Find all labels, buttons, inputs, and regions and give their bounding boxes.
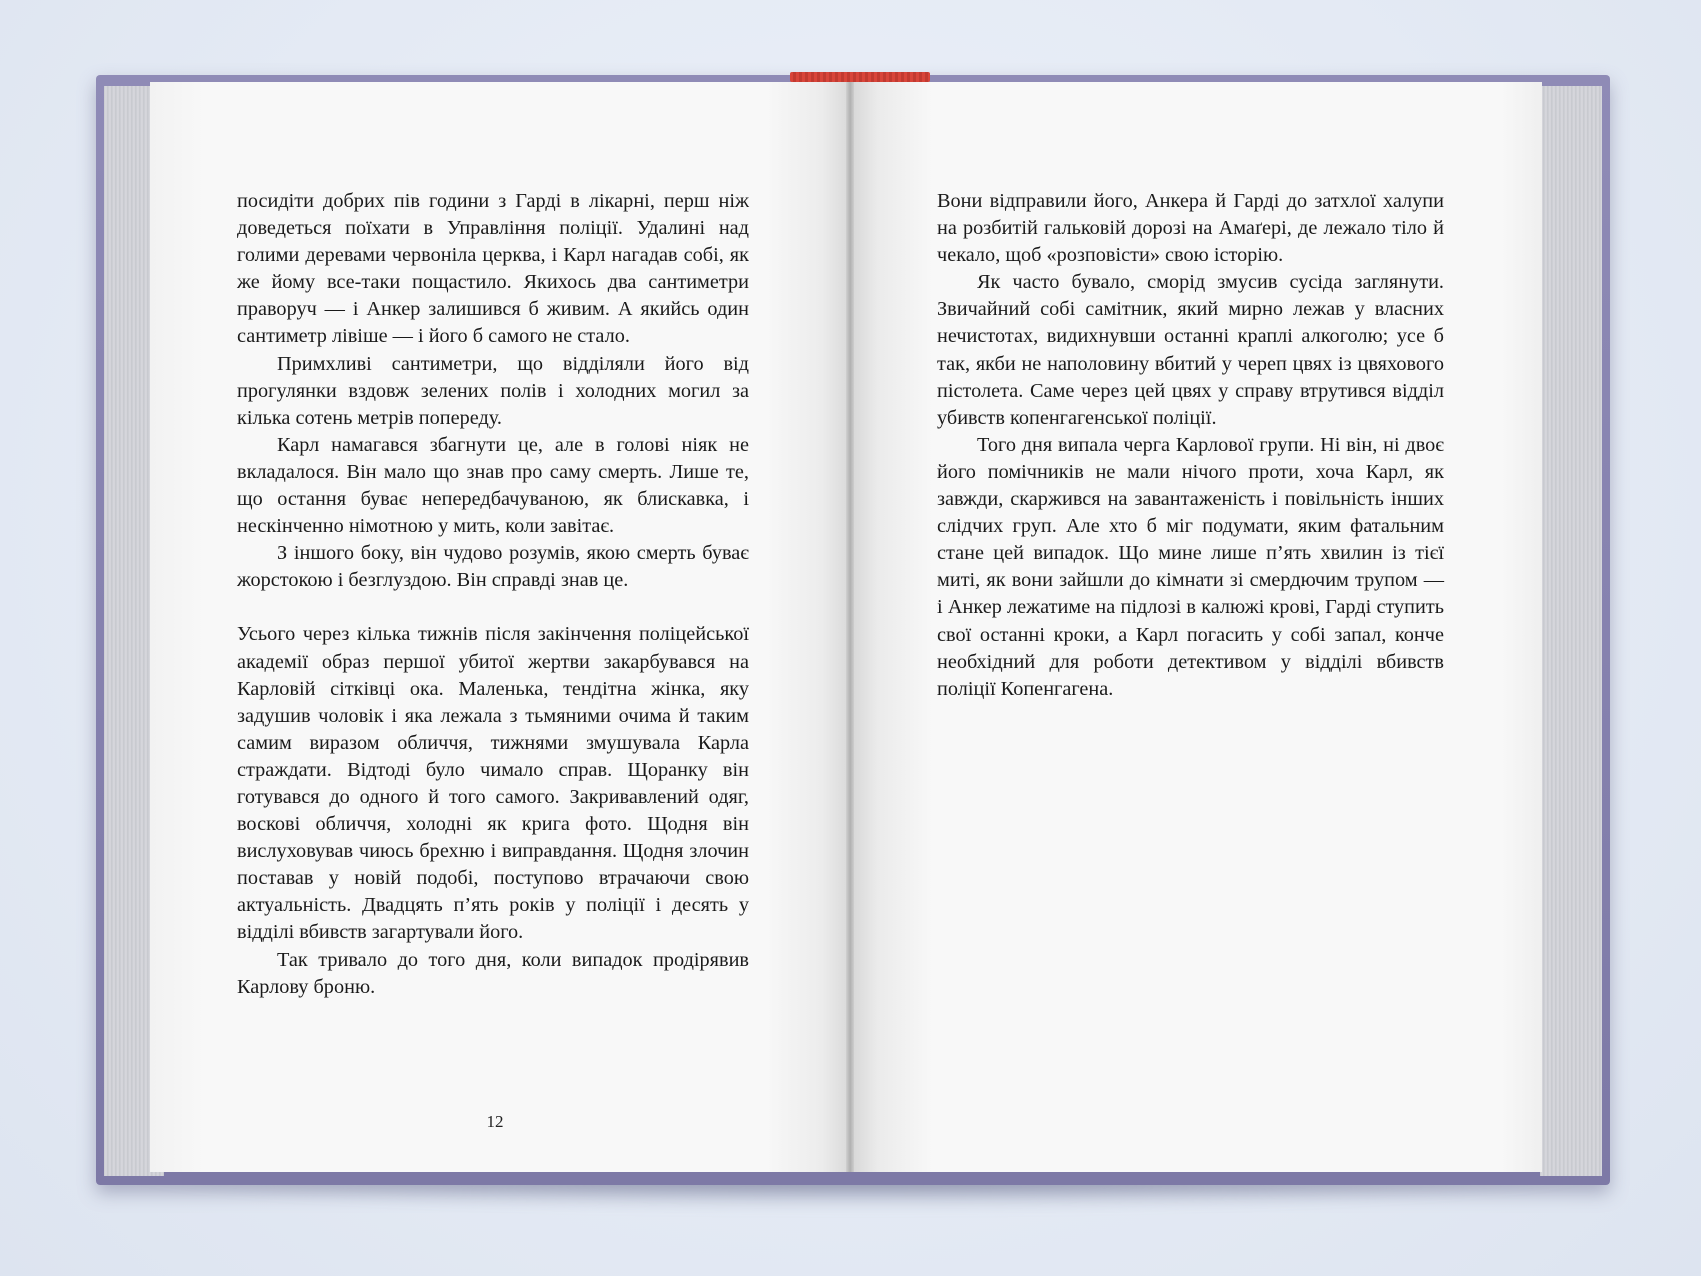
paragraph: З іншого боку, він чудово розумів, якою смерть буває жорстокою і безглуздою. Він справді знав це. (237, 542, 749, 592)
paragraph: Карл намагався збагнути це, але в голові ніяк не вкладалося. Він мало що знав про саму смерть. Лише те, що остання буває непередбачуваною, як блискавка, і нескінченно німотною у мить, коли завітає. (237, 433, 749, 538)
paragraph: Вони відправили його, Анкера й Гарді до затхлої халупи на розбитій гальковій дорозі на Амаґері, де лежало тіло й чекало, щоб «розповісти» свою історію. (937, 190, 1444, 267)
book-gutter (846, 82, 854, 1172)
right-page-edges (1540, 86, 1602, 1176)
paragraph: Так тривало до того дня, коли випадок продірявив Карлову броню. (237, 948, 749, 998)
paragraph: Як часто бувало, сморід змусив сусіда заглянути. Звичайний собі самітник, який мирно лежав у власних нечистотах, видихнувши останні краплі алкоголю; усе б так, якби не наполовину вбитий у череп цвях із цвяхового пістолета. Саме через цей цвях у справу втрутився відділ убивств копенгагенської поліції. (937, 271, 1444, 429)
paragraph: Того дня випала черга Карлової групи. Ні він, ні двоє його помічників не мали нічого проти, хоча Карл, як завжди, скаржився на завантаженість і повільність інших слідчих груп. Але хто б міг подумати, яким фатальним стане цей випадок. Що мине лише п’ять хвилин із тієї миті, як вони зайшли до кімнати зі смердючим трупом — і Анкер лежатиме на підлозі в калюжі крові, Гарді ступить свої останні кроки, а Карл погасить у собі запал, конче необхідний для роботи детективом у відділі вбивств поліції Копенгагена. (937, 433, 1444, 700)
left-page-text (237, 188, 749, 1001)
page-number: 12 (486, 1112, 504, 1131)
paragraph: посидіти добрих пів години з Гарді в лікарні, перш ніж доведеться поїхати в Управління поліції. Удалині над голими деревами червоніла церква, і Карл нагадав собі, як же йому все-таки пощастило. Якихось два сантиметри праворуч — і Анкер залишився б живим. А якийсь один сантиметр лівіше — і його б самого не стало. (237, 190, 749, 348)
paragraph: Примхливі сантиметри, що відділяли його від прогулянки вздовж зелених полів і холодних могил за кілька сотень метрів попереду. (237, 352, 749, 429)
right-page-text (937, 188, 1444, 703)
paragraph: Усього через кілька тижнів після закінчення поліцейської академії образ першої убитої жертви закарбувався на Карловій сітківці ока. Маленька, тендітна жінка, яку задушив чоловік і яка лежала з тьмяними очима й таким самим виразом обличчя, тижнями змушувала Карла страждати. Відтоді було чимало справ. Щоранку він готувався до одного й того самого. Закривавлений одяг, воскові обличчя, холодні як крига фото. Щодня він вислуховував чиюсь брехню і виправдання. Щодня злочин поставав у новій подобі, поступово втрачаючи свою актуальність. Двадцять п’ять років у поліції і десять у відділі вбивств загартували його. (237, 623, 749, 944)
book-headband (790, 72, 930, 82)
